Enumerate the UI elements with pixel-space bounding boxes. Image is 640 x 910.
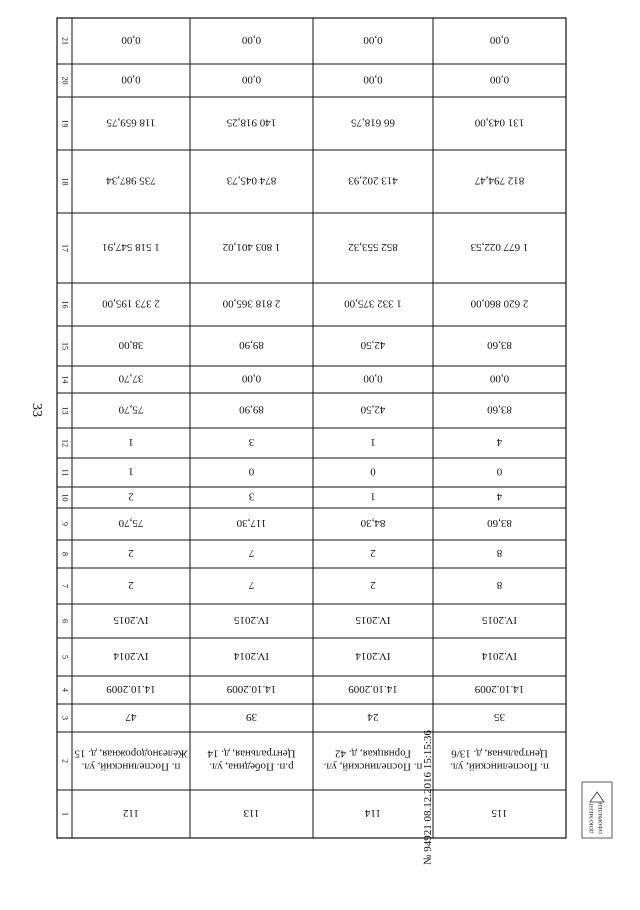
value-cell: 38,00	[118, 339, 144, 351]
value-cell: 0	[370, 465, 376, 478]
value-cell: 131 043,00	[474, 116, 525, 129]
value-cell: 2	[370, 579, 376, 591]
column-header: 21	[60, 37, 70, 45]
value-cell: 0	[496, 465, 503, 478]
value-cell: 1 518 547,91	[102, 241, 160, 253]
value-cell: 2	[370, 547, 376, 559]
value-cell: 2	[128, 579, 134, 591]
address-cell: п. Поспелинский, ул.Горняцкая, д. 42	[323, 747, 423, 773]
value-cell: 75,70	[118, 517, 144, 529]
value-cell: 1 803 401,02	[222, 241, 281, 253]
value-cell: 1	[128, 436, 134, 448]
address-cell: п. Поспелинский, ул.Центральная, д. 13/6	[450, 747, 549, 773]
value-cell: 2	[128, 490, 134, 503]
value-cell: 874 045,73	[226, 174, 277, 187]
value-cell: 0,00	[363, 372, 383, 385]
value-cell: 24	[367, 711, 379, 723]
value-cell: 4	[496, 436, 503, 448]
value-cell: 1	[128, 465, 134, 478]
column-header: 6	[60, 619, 70, 623]
stamp-text: ДОКУМЕНТ	[589, 802, 595, 834]
value-cell: 1	[370, 436, 376, 448]
value-cell: 14.10.2009	[106, 683, 156, 695]
value-cell: 4	[496, 490, 503, 503]
value-cell: 1	[370, 490, 376, 503]
address-cell: п. Поспелинский, ул.Железнодорожная, д. 15	[74, 747, 188, 773]
value-cell: 83,60	[487, 517, 512, 529]
value-cell: 735 987,34	[106, 174, 156, 187]
value-cell: IV.2015	[482, 614, 517, 626]
column-header: 4	[60, 688, 70, 692]
value-cell: 0,00	[121, 34, 141, 46]
value-cell: 8	[496, 547, 503, 559]
stamp-emblem	[590, 792, 604, 802]
value-cell: IV.2015	[355, 614, 391, 626]
value-cell: 3	[248, 436, 255, 448]
value-cell: 39	[246, 711, 257, 723]
column-header: 13	[60, 406, 70, 415]
column-header: 2	[60, 759, 70, 763]
value-cell: 89,90	[239, 403, 264, 416]
value-cell: 413 202,93	[348, 174, 398, 187]
value-cell: IV.2014	[482, 650, 517, 662]
page-number: 33	[29, 403, 44, 417]
column-header: 3	[60, 716, 70, 720]
value-cell: 0,00	[489, 34, 510, 46]
value-cell: 8	[496, 579, 503, 591]
column-header: 10	[60, 493, 70, 502]
value-cell: 42,50	[360, 403, 386, 416]
value-cell: 0,00	[121, 73, 141, 86]
value-cell: 42,50	[360, 339, 386, 351]
value-cell: 0,00	[489, 372, 510, 385]
value-cell: 140 918,25	[226, 116, 277, 129]
value-cell: 2 620 860,00	[470, 297, 529, 310]
value-cell: 35	[494, 711, 505, 723]
value-cell: 83,60	[487, 403, 512, 416]
value-cell: 812 794,47	[474, 174, 525, 187]
column-header: 5	[60, 655, 70, 659]
value-cell: 14.10.2009	[348, 683, 398, 695]
value-cell: 852 553,32	[348, 241, 398, 253]
value-cell: IV.2015	[113, 614, 149, 626]
value-cell: 66 618,75	[351, 116, 395, 129]
stamp-frame	[582, 782, 612, 838]
column-header: 11	[60, 468, 70, 477]
value-cell: 0,00	[241, 73, 262, 86]
column-header: 7	[60, 584, 70, 588]
row-number-cell: 112	[122, 807, 140, 819]
value-cell: IV.2014	[355, 650, 391, 662]
column-header: 18	[60, 177, 70, 186]
value-cell: 7	[248, 547, 255, 559]
value-cell: 14.10.2009	[474, 683, 525, 695]
address-cell: р.п. Победина, ул.Центральная, д. 14	[207, 747, 296, 773]
row-number-cell: 113	[243, 807, 260, 819]
value-cell: 0,00	[241, 372, 262, 385]
column-header: 17	[60, 244, 70, 252]
column-header: 16	[60, 300, 70, 309]
value-cell: 117,30	[236, 517, 267, 529]
value-cell: 0,00	[363, 73, 383, 86]
row-number-cell: 114	[364, 807, 382, 819]
value-cell: 37,70	[118, 372, 144, 385]
value-cell: 3	[248, 490, 255, 503]
value-cell: 0,00	[363, 34, 383, 46]
value-cell: 2	[128, 547, 134, 559]
footer-stamp-text: № 94921 08.12.2016 15:15:36	[422, 730, 434, 865]
column-header: 14	[60, 375, 70, 384]
row-number-cell: 115	[491, 807, 508, 819]
value-cell: 0	[248, 465, 255, 478]
column-header: 15	[60, 342, 70, 350]
column-header: 12	[60, 439, 70, 447]
value-cell: 14.10.2009	[226, 683, 277, 695]
value-cell: 1 332 375,00	[344, 297, 402, 310]
column-header: 9	[60, 522, 70, 526]
value-cell: IV.2015	[234, 614, 269, 626]
value-cell: 118 659,75	[106, 116, 156, 129]
column-header: 8	[60, 552, 70, 556]
value-cell: 83,60	[487, 339, 512, 351]
value-cell: 75,70	[118, 403, 144, 416]
value-cell: 0,00	[489, 73, 510, 86]
value-cell: 84,30	[360, 517, 386, 529]
value-cell: 7	[248, 579, 255, 591]
column-header: 20	[60, 76, 70, 85]
column-header: 19	[60, 119, 70, 128]
value-cell: 47	[125, 711, 137, 723]
value-cell: 89,90	[239, 339, 264, 351]
value-cell: 1 677 022,53	[470, 241, 529, 253]
value-cell: 2 818 365,00	[222, 297, 281, 310]
value-cell: 0,00	[241, 34, 262, 46]
value-cell: 2 373 195,00	[102, 297, 160, 310]
column-header: 1	[60, 812, 70, 816]
value-cell: IV.2014	[234, 650, 269, 662]
stamp-text: ОФОРМЛЕН	[598, 802, 604, 834]
value-cell: IV.2014	[113, 650, 149, 662]
